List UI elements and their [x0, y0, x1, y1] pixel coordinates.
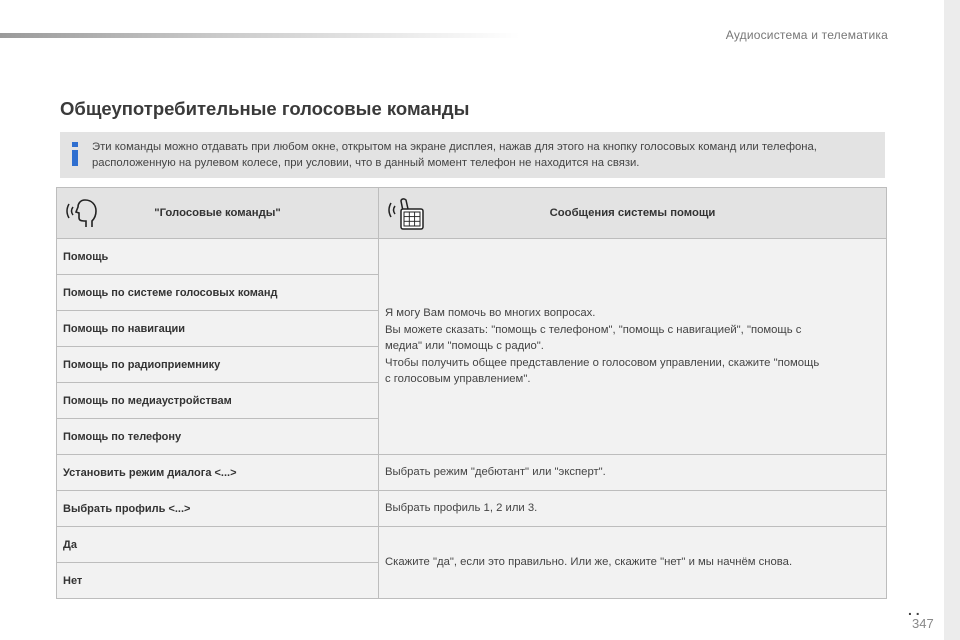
table-header-row: [57, 188, 887, 239]
table-row: [57, 491, 887, 527]
section-header: Аудиосистема и телематика: [725, 28, 888, 42]
response-line: Я могу Вам помочь во многих вопросах.: [385, 307, 596, 320]
command-cell: Помощь по радиоприемнику: [57, 347, 379, 383]
top-decorative-bar: [0, 33, 520, 38]
info-icon: [71, 142, 79, 166]
command-cell: Установить режим диалога <...>: [57, 455, 379, 491]
table-row: [57, 455, 887, 491]
col-voice-commands-label: "Голосовые команды": [154, 207, 281, 219]
col-system-messages-label: Сообщения системы помощи: [549, 207, 716, 219]
col-system-messages-header: [379, 188, 887, 239]
response-cell: Выбрать режим "дебютант" или "эксперт".: [379, 455, 887, 491]
page-dots: . .: [908, 602, 920, 618]
table-row: [57, 239, 887, 275]
command-cell: Помощь: [57, 239, 379, 275]
command-cell: Выбрать профиль <...>: [57, 491, 379, 527]
confirm-response-cell: Скажите "да", если это правильно. Или же, скажите "нет" и мы начнём снова.: [379, 527, 887, 599]
table-row: [57, 527, 887, 563]
response-line: с голосовым управлением".: [385, 373, 531, 386]
page-title: Общеупотребительные голосовые команды: [60, 98, 470, 119]
info-text: Эти команды можно отдавать при любом окне, открытом на экране дисплея, нажав для этого на кнопку голосовых команд или телефона, расположенную на рулевом колесе, при условии, что в данный момент телефон не находится на связи.: [92, 141, 817, 169]
response-line: медиа" или "помощь с радио".: [385, 340, 544, 353]
command-cell: Помощь по системе голосовых команд: [57, 275, 379, 311]
page-number: 347: [912, 616, 934, 631]
page-edge-strip: [944, 0, 960, 640]
command-cell: Помощь по телефону: [57, 419, 379, 455]
info-box: [60, 132, 885, 178]
response-line: Вы можете сказать: "помощь с телефоном", "помощь с навигацией", "помощь с: [385, 323, 802, 336]
response-cell: Выбрать профиль 1, 2 или 3.: [379, 491, 887, 527]
voice-commands-table: [56, 187, 887, 599]
command-cell: Помощь по навигации: [57, 311, 379, 347]
command-cell: Помощь по медиаустройствам: [57, 383, 379, 419]
col-voice-commands-header: [57, 188, 379, 239]
command-cell: Да: [57, 527, 379, 563]
command-cell: Нет: [57, 563, 379, 599]
response-line: Чтобы получить общее представление о голосовом управлении, скажите "помощь: [385, 356, 820, 369]
help-response-cell: [379, 239, 887, 455]
